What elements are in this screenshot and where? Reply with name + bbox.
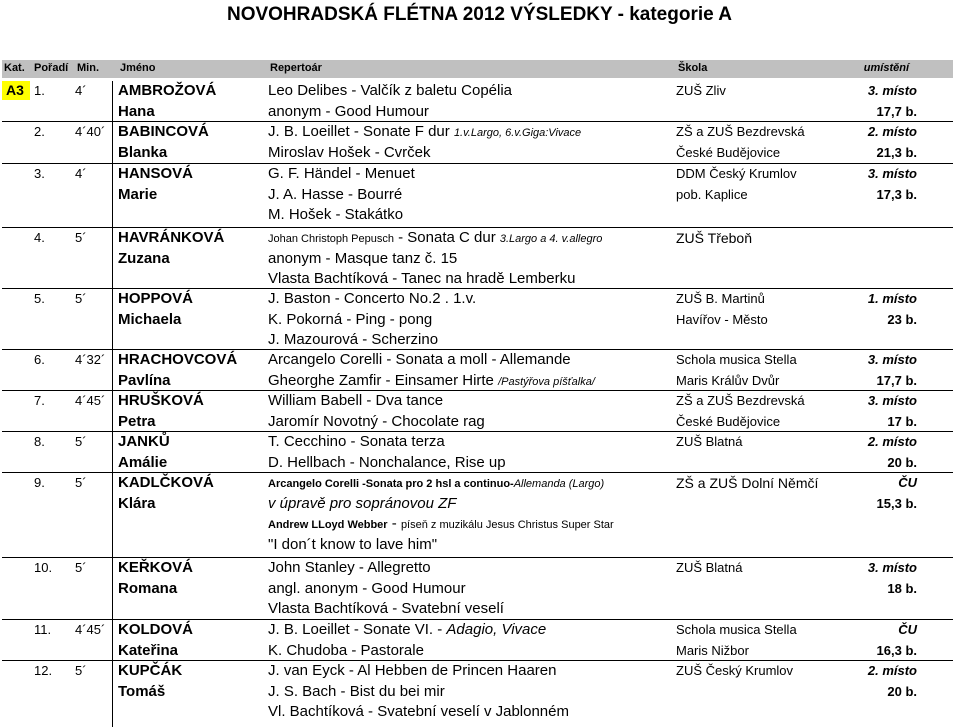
- entry-minutes: 5´: [75, 475, 87, 490]
- repertoire-text: /Pastýřova píšťalka/: [498, 375, 595, 388]
- school-line: ZUŠ B. Martinů: [676, 291, 765, 306]
- entry-surname: HRUŠKOVÁ: [118, 392, 204, 409]
- repertoire-text: T. Cecchino - Sonata terza: [268, 433, 445, 450]
- repertoire-line: [268, 663, 557, 678]
- result-points: 21,3 b.: [876, 144, 917, 160]
- school-line: Schola musica Stella: [676, 352, 797, 367]
- entry-number: 10.: [34, 560, 53, 575]
- repertoire-line: [268, 622, 546, 637]
- header-skola: Škola: [678, 62, 708, 74]
- repertoire-text: J. S. Bach - Bist du bei mir: [268, 682, 445, 700]
- entry-firstname: Tomáš: [118, 682, 166, 700]
- entry-number: 3.: [34, 166, 45, 181]
- entry-minutes: 5´: [75, 434, 87, 449]
- repertoire-line: [268, 312, 432, 327]
- school-line: České Budějovice: [676, 413, 781, 429]
- category-label: A3: [6, 82, 24, 98]
- repertoire-line: [268, 475, 604, 490]
- school-line: Havířov - Město: [676, 311, 768, 327]
- repertoire-line: [268, 684, 445, 699]
- repertoire-line: [268, 560, 431, 575]
- repertoire-text: Johan Christoph Pepusch: [268, 233, 394, 245]
- school-line: ZUŠ Zliv: [676, 83, 726, 98]
- result-points: 20 b.: [887, 683, 917, 699]
- entry-firstname: Romana: [118, 579, 178, 597]
- repertoire-line: [268, 251, 457, 266]
- school-line: Maris Králův Dvůr: [676, 372, 780, 388]
- result-points: 23 b.: [887, 311, 917, 327]
- entry-number: 11.: [34, 622, 52, 637]
- school-line: Schola musica Stella: [676, 622, 797, 637]
- entry-number: 7.: [34, 393, 45, 408]
- row-separator: [2, 431, 953, 432]
- result-place: 3. místo: [867, 352, 917, 367]
- repertoire-line: [268, 332, 438, 347]
- repertoire-line: [268, 414, 485, 429]
- result-points: 17,3 b.: [876, 186, 917, 202]
- entry-surname: KEŘKOVÁ: [118, 559, 194, 576]
- repertoire-line: [268, 516, 614, 531]
- repertoire-line: [268, 230, 602, 245]
- repertoire-line: [268, 496, 456, 511]
- entry-number: 8.: [34, 434, 45, 449]
- row-separator: [2, 163, 953, 164]
- entry-firstname: Zuzana: [118, 249, 170, 267]
- repertoire-text: John Stanley - Allegretto: [268, 559, 431, 576]
- school-line: Maris Nižbor: [676, 642, 749, 658]
- repertoire-text: K. Pokorná - Ping - pong: [268, 310, 433, 328]
- repertoire-line: [268, 352, 571, 367]
- result-place: ČU: [898, 622, 917, 637]
- result-place: 2. místo: [867, 663, 917, 678]
- row-separator: [2, 472, 953, 473]
- result-place: 2. místo: [867, 434, 917, 449]
- repertoire-text: Miroslav Hošek - Cvrček: [268, 143, 431, 161]
- row-separator: [2, 288, 953, 289]
- repertoire-line: [268, 166, 415, 181]
- repertoire-text: Allemanda (Largo): [513, 478, 605, 490]
- row-separator: [2, 121, 953, 122]
- result-place: 3. místo: [867, 83, 917, 98]
- entry-surname: HAVRÁNKOVÁ: [118, 229, 225, 246]
- repertoire-text: anonym - Masque tanz č. 15: [268, 249, 458, 267]
- result-place: 1. místo: [867, 291, 917, 306]
- repertoire-line: [268, 393, 443, 408]
- repertoire-text: -: [387, 515, 401, 532]
- result-points: 15,3 b.: [876, 495, 917, 511]
- repertoire-line: [268, 373, 595, 388]
- school-line: pob. Kaplice: [676, 186, 748, 202]
- entry-firstname: Klára: [118, 494, 156, 512]
- repertoire-text: anonym - Good Humour: [268, 102, 429, 120]
- repertoire-line: [268, 704, 569, 719]
- repertoire-text: J. B. Loeillet - Sonate F dur: [268, 123, 454, 140]
- header-jmeno: Jméno: [120, 62, 156, 74]
- result-points: 17,7 b.: [876, 372, 917, 388]
- repertoire-text: J. van Eyck - Al Hebben de Princen Haaren: [268, 662, 557, 679]
- repertoire-text: K. Chudoba - Pastorale: [268, 641, 424, 659]
- entry-firstname: Kateřina: [118, 641, 179, 659]
- repertoire-text: M. Hošek - Stakátko: [268, 206, 404, 223]
- row-separator: [2, 349, 953, 350]
- repertoire-line: [268, 581, 466, 596]
- header-kat: Kat.: [4, 62, 25, 74]
- repertoire-line: [268, 207, 403, 222]
- entry-number: 12.: [34, 663, 53, 678]
- repertoire-text: D. Hellbach - Nonchalance, Rise up: [268, 453, 506, 471]
- school-line: ZŠ a ZUŠ Dolní Němčí: [676, 475, 819, 491]
- result-points: 17 b.: [887, 413, 917, 429]
- entry-number: 4.: [34, 230, 45, 245]
- entry-firstname: Blanka: [118, 143, 168, 161]
- repertoire-text: Vlasta Bachtíková - Svatební veselí: [268, 600, 504, 617]
- repertoire-line: [268, 271, 575, 286]
- result-points: 16,3 b.: [876, 642, 917, 658]
- repertoire-line: [268, 83, 512, 98]
- repertoire-text: Adagio, Vivace: [446, 621, 547, 638]
- entry-minutes: 4´32´: [75, 352, 106, 367]
- school-line: ZŠ a ZUŠ Bezdrevská: [676, 393, 805, 408]
- repertoire-text: 1.v.Largo, 6.v.Giga:Vivace: [453, 127, 582, 139]
- entry-firstname: Hana: [118, 102, 155, 120]
- entry-surname: HRACHOVCOVÁ: [118, 351, 238, 368]
- repertoire-text: píseň z muzikálu Jesus Christus Super Star: [400, 519, 614, 531]
- row-separator: [2, 227, 953, 228]
- repertoire-text: Gheorghe Zamfir - Einsamer Hirte: [268, 371, 499, 389]
- page-title: NOVOHRADSKÁ FLÉTNA 2012 VÝSLEDKY - kategorie A: [226, 4, 732, 25]
- result-place: ČU: [898, 475, 917, 490]
- school-line: ZŠ a ZUŠ Bezdrevská: [676, 124, 805, 139]
- repertoire-text: Arcangelo Corelli - Sonata a moll - Allemande: [268, 351, 571, 368]
- school-line: ZUŠ Třeboň: [676, 230, 752, 246]
- row-separator: [2, 557, 953, 558]
- repertoire-text: Arcangelo Corelli -Sonata pro 2 hsl a continuo-: [268, 478, 514, 490]
- repertoire-text: Leo Delibes - Valčík z baletu Copélia: [268, 82, 513, 99]
- repertoire-line: [268, 124, 581, 139]
- repertoire-text: "I don´t know to lave him": [268, 535, 438, 553]
- row-separator: [2, 660, 953, 661]
- repertoire-text: J. Mazourová - Scherzino: [268, 331, 439, 348]
- repertoire-text: v úpravě pro sopránovou ZF: [268, 494, 457, 512]
- repertoire-line: [268, 145, 431, 160]
- entry-minutes: 5´: [75, 560, 87, 575]
- repertoire-text: Vlasta Bachtíková - Tanec na hradě Lemberku: [268, 270, 576, 287]
- repertoire-text: angl. anonym - Good Humour: [268, 579, 466, 597]
- entry-minutes: 5´: [75, 291, 87, 306]
- repertoire-text: Jaromír Novotný - Chocolate rag: [268, 412, 485, 430]
- result-points: 20 b.: [887, 454, 917, 470]
- entry-number: 9.: [34, 475, 45, 490]
- result-place: 3. místo: [867, 166, 917, 181]
- entry-surname: HANSOVÁ: [118, 165, 194, 182]
- repertoire-text: William Babell - Dva tance: [268, 392, 444, 409]
- entry-firstname: Amálie: [118, 453, 168, 471]
- repertoire-line: [268, 643, 424, 658]
- repertoire-text: 3.Largo a 4. v.allegro: [499, 233, 603, 245]
- entry-firstname: Petra: [118, 412, 156, 430]
- repertoire-text: J. Baston - Concerto No.2 . 1.v.: [268, 290, 477, 307]
- entry-minutes: 4´: [75, 83, 87, 98]
- repertoire-line: [268, 601, 504, 616]
- entry-minutes: 4´45´: [75, 393, 106, 408]
- entry-minutes: 5´: [75, 230, 87, 245]
- repertoire-line: [268, 104, 429, 119]
- repertoire-text: J. B. Loeillet - Sonate VI. -: [268, 621, 447, 638]
- entry-minutes: 4´: [75, 166, 87, 181]
- entry-surname: BABINCOVÁ: [118, 123, 209, 140]
- table-header: [2, 60, 953, 78]
- entry-firstname: Marie: [118, 185, 158, 203]
- entry-number: 2.: [34, 124, 45, 139]
- result-place: 2. místo: [867, 124, 917, 139]
- entry-number: 5.: [34, 291, 45, 306]
- row-separator: [2, 390, 953, 391]
- entry-surname: KOLDOVÁ: [118, 621, 193, 638]
- repertoire-line: [268, 291, 476, 306]
- entry-surname: HOPPOVÁ: [118, 290, 194, 307]
- entry-minutes: 4´40´: [75, 124, 106, 139]
- column-divider: [112, 81, 113, 727]
- repertoire-line: [268, 434, 445, 449]
- repertoire-text: - Sonata C dur: [393, 229, 500, 246]
- repertoire-text: Vl. Bachtíková - Svatební veselí v Jablonném: [268, 703, 569, 720]
- entry-number: 1.: [34, 83, 45, 98]
- entry-surname: JANKŮ: [118, 433, 170, 450]
- school-line: DDM Český Krumlov: [676, 166, 797, 181]
- repertoire-text: G. F. Händel - Menuet: [268, 165, 415, 182]
- entry-surname: KUPČÁK: [118, 662, 183, 679]
- entry-surname: KADLČKOVÁ: [118, 474, 214, 491]
- result-points: 17,7 b.: [876, 103, 917, 119]
- repertoire-line: [268, 455, 506, 470]
- school-line: ZUŠ Blatná: [676, 560, 743, 575]
- entry-surname: AMBROŽOVÁ: [118, 82, 217, 99]
- entry-firstname: Pavlína: [118, 371, 171, 389]
- entry-number: 6.: [34, 352, 45, 367]
- header-umisteni: umístění: [863, 62, 909, 74]
- entry-minutes: 5´: [75, 663, 87, 678]
- header-min: Min.: [77, 62, 99, 74]
- row-separator: [2, 619, 953, 620]
- entry-minutes: 4´45´: [75, 622, 106, 637]
- result-place: 3. místo: [867, 560, 917, 575]
- result-place: 3. místo: [867, 393, 917, 408]
- entry-firstname: Michaela: [118, 310, 182, 328]
- school-line: České Budějovice: [676, 144, 781, 160]
- repertoire-text: J. A. Hasse - Bourré: [268, 185, 403, 203]
- school-line: ZUŠ Blatná: [676, 434, 743, 449]
- header-poradi: Pořadí: [34, 62, 69, 74]
- school-line: ZUŠ Český Krumlov: [676, 663, 794, 678]
- result-points: 18 b.: [887, 580, 917, 596]
- repertoire-text: Andrew LLoyd Webber: [268, 519, 388, 531]
- repertoire-line: [268, 537, 437, 552]
- repertoire-line: [268, 187, 402, 202]
- header-repertoar: Repertoár: [270, 62, 322, 74]
